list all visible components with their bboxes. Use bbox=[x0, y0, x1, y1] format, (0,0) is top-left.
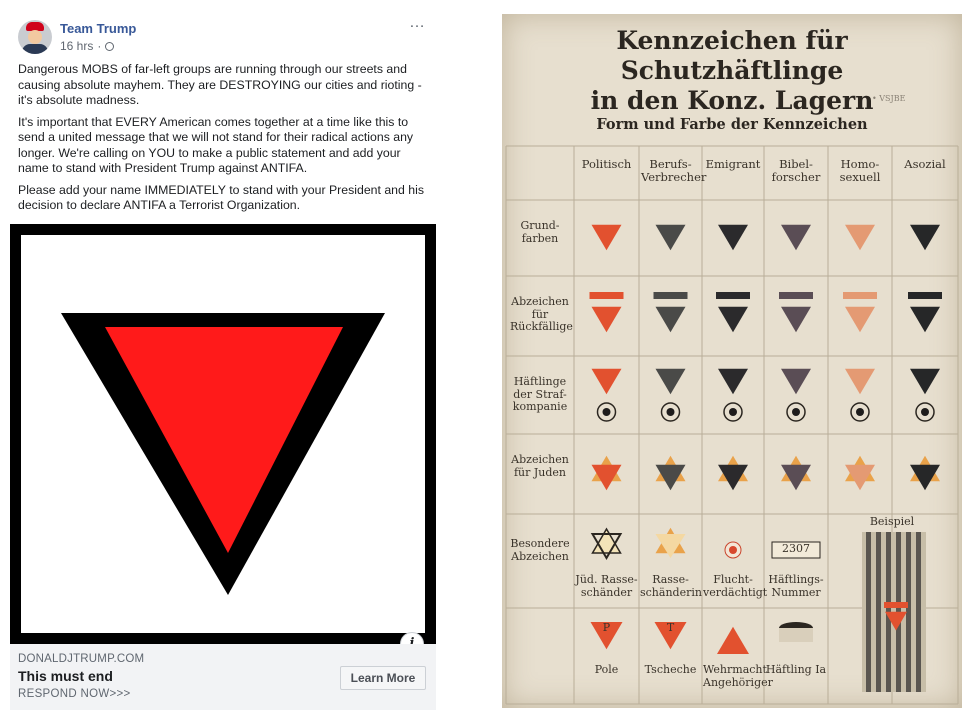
separator-dot: · bbox=[97, 39, 102, 53]
badge-triangle bbox=[781, 369, 811, 395]
badge-triangle bbox=[718, 307, 748, 333]
nationality-label: Tscheche bbox=[644, 663, 697, 676]
special-badge-label: Häftlings-Nummer bbox=[768, 573, 824, 599]
badge-triangle bbox=[592, 307, 622, 333]
badge-triangle bbox=[656, 369, 686, 395]
badge-triangle bbox=[845, 369, 875, 395]
badge-dot bbox=[792, 408, 800, 416]
badge-bar bbox=[716, 292, 750, 299]
red-triangle-graphic bbox=[21, 235, 425, 633]
post-paragraph: Dangerous MOBS of far-left groups are running through our streets and causing absolute mayhem. They are DESTROYING our cities and rioting - it's absolute madness. bbox=[18, 62, 422, 107]
badge-dot bbox=[729, 408, 737, 416]
badge-bar bbox=[590, 292, 624, 299]
nationality-label: Pole bbox=[594, 663, 619, 676]
chart-subtitle: Form und Farbe der Kennzeichen bbox=[596, 116, 868, 133]
archive-stamp: • VSJBE bbox=[872, 94, 906, 103]
column-header: Asozial bbox=[904, 157, 946, 171]
chart-title-line2: in den Konz. Lagern bbox=[590, 86, 874, 115]
link-domain: DONALDJTRUMP.COM bbox=[18, 653, 145, 665]
column-header: Bibel- forscher bbox=[771, 157, 821, 184]
armband-band bbox=[779, 628, 813, 642]
badge-bar bbox=[843, 292, 877, 299]
special-badge-label: Rasse-schänderin bbox=[640, 573, 702, 599]
post-paragraph: It's important that EVERY American comes together at a time like this to send a united message that we will not stand for their radical actions any longer. We're calling on YOU to make a public statement and add your name to stand with President Trump against ANTIFA. bbox=[18, 114, 414, 175]
face-shape bbox=[28, 30, 42, 44]
badge-triangle bbox=[845, 225, 875, 251]
badge-bar bbox=[654, 292, 688, 299]
badge-bar bbox=[908, 292, 942, 299]
badge-triangle bbox=[910, 225, 940, 251]
badge-triangle bbox=[592, 369, 622, 395]
post-meta bbox=[60, 39, 114, 53]
row-header: Häftlinge der Straf-kompanie bbox=[512, 375, 568, 413]
badge-triangle bbox=[592, 225, 622, 251]
badge-triangle bbox=[656, 225, 686, 251]
badge-dot bbox=[856, 408, 864, 416]
special-badge-label: Jüd. Rasse-schänder bbox=[575, 573, 638, 599]
link-description: RESPOND NOW>>> bbox=[18, 688, 131, 700]
uniform-stripe bbox=[866, 532, 871, 692]
ad-image-canvas bbox=[21, 235, 425, 633]
badge-dot bbox=[603, 408, 611, 416]
badge-triangle bbox=[781, 225, 811, 251]
suit-shape bbox=[22, 44, 48, 54]
ad-image[interactable] bbox=[10, 224, 436, 644]
post-time[interactable]: 16 hrs bbox=[60, 39, 94, 53]
badge-triangle bbox=[718, 369, 748, 395]
badge-dot bbox=[667, 408, 675, 416]
facebook-ad-post bbox=[10, 12, 436, 712]
post-body bbox=[18, 62, 426, 220]
more-options-icon[interactable]: … bbox=[409, 14, 426, 31]
nationality-letter: T bbox=[666, 621, 675, 634]
nationality-label: Häftling Ia bbox=[765, 663, 827, 676]
flight-suspect-dot bbox=[729, 546, 737, 554]
ad-link-footer[interactable] bbox=[10, 644, 436, 710]
column-header: Politisch bbox=[581, 157, 632, 171]
uniform-stripe bbox=[876, 532, 881, 692]
row-header: Abzeichen für Rückfällige bbox=[510, 295, 573, 333]
badge-triangle bbox=[910, 307, 940, 333]
link-headline[interactable]: This must end bbox=[18, 668, 113, 684]
badge-bar bbox=[779, 292, 813, 299]
row-header: Abzeichen für Juden bbox=[511, 453, 569, 479]
badge-triangle bbox=[845, 307, 875, 333]
chart-grid-graphic bbox=[502, 14, 962, 708]
nationality-label: Wehrmacht Angehöriger bbox=[703, 663, 773, 689]
post-paragraph: Please add your name IMMEDIATELY to stand with your President and his decision to declare ANTIFA a Terrorist Organization. bbox=[18, 182, 425, 212]
column-header: Berufs- Verbrecher bbox=[641, 157, 707, 184]
nationality-letter: P bbox=[602, 621, 611, 634]
row-header: Grund-farben bbox=[520, 219, 560, 245]
row-header: Besondere Abzeichen bbox=[510, 537, 570, 563]
column-header: Homo- sexuell bbox=[839, 157, 881, 184]
learn-more-button[interactable]: Learn More bbox=[340, 666, 426, 690]
badge-dot bbox=[921, 408, 929, 416]
column-header: Emigrant bbox=[705, 157, 761, 171]
badge-chart-poster bbox=[502, 14, 962, 708]
uniform-bar bbox=[884, 602, 908, 608]
prisoner-number-text: 2307 bbox=[782, 542, 810, 555]
wehrmacht-triangle bbox=[717, 627, 749, 654]
badge-triangle bbox=[718, 225, 748, 251]
chart-title-line1: Kennzeichen für Schutzhäftlinge bbox=[616, 26, 848, 85]
author-name[interactable]: Team Trump bbox=[60, 21, 137, 36]
globe-icon bbox=[105, 42, 114, 51]
badge-triangle bbox=[781, 307, 811, 333]
badge-triangle bbox=[910, 369, 940, 395]
special-badge-label: Flucht-verdächtigt bbox=[703, 573, 768, 599]
avatar[interactable] bbox=[18, 20, 52, 54]
example-label: Beispiel bbox=[869, 515, 915, 528]
uniform-stripe bbox=[916, 532, 921, 692]
badge-triangle bbox=[656, 307, 686, 333]
